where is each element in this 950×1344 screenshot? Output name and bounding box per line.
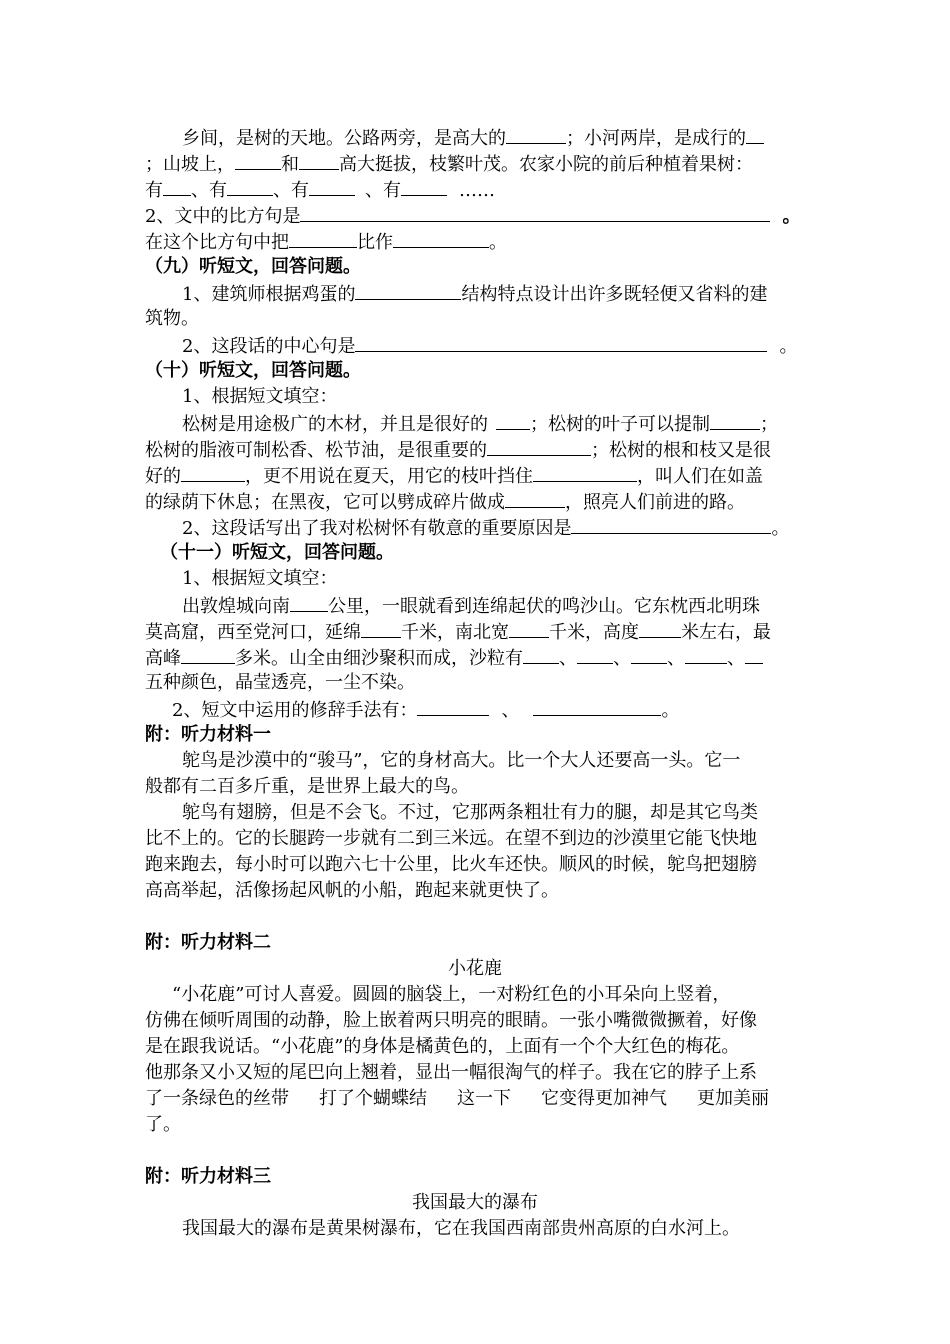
material-3-heading: 我国最大的瀑布 — [412, 1192, 538, 1213]
text: 。 — [661, 700, 680, 721]
text-line: 了。 — [145, 1114, 181, 1135]
text-line — [145, 229, 507, 255]
text: 这一下 — [457, 1088, 511, 1109]
text-line — [145, 463, 763, 489]
fill-blank — [299, 151, 339, 170]
fill-blank — [685, 645, 727, 664]
fill-blank — [355, 281, 461, 300]
text: 、 — [727, 648, 745, 669]
text: 打了个蝴蝶结 — [319, 1088, 427, 1109]
text-line: 仿佛在倾听周围的动静，脸上嵌着两只明亮的眼睛。一张小嘴微微撅着，好像 — [145, 1010, 757, 1031]
fill-blank — [227, 177, 273, 196]
fill-blank — [487, 437, 591, 456]
text-line — [145, 437, 771, 463]
text-line: 五种颜色，晶莹透亮，一尘不染。 — [145, 672, 415, 693]
text: 米左右，最 — [681, 622, 771, 643]
fill-blank — [393, 229, 489, 248]
fill-blank — [289, 229, 357, 248]
text: 、有 — [273, 180, 309, 201]
fill-blank — [533, 697, 661, 716]
fill-blank — [523, 645, 559, 664]
text-line: “小花鹿”可讨人喜爱。圆圆的脑袋上，一对粉红色的小耳朵向上竖着， — [172, 984, 731, 1005]
text: 2、这段话写出了我对松树怀有敬意的重要原因是 — [182, 518, 572, 539]
text: 。 — [779, 336, 798, 357]
text: ；山坡上， — [145, 154, 235, 175]
text: 它变得更加神气 — [541, 1088, 667, 1109]
fill-blank — [710, 411, 760, 430]
text: 千米，南北宽 — [401, 622, 509, 643]
material-3-title: 附：听力材料三 — [145, 1166, 271, 1187]
text-line — [145, 489, 745, 515]
material-2-heading: 小花鹿 — [448, 958, 502, 979]
fill-blank — [355, 333, 767, 352]
text-line: 我国最大的瀑布是黄果树瀑布，它在我国西南部贵州高原的白水河上。 — [182, 1218, 740, 1239]
text: 结构特点设计出许多既轻便又省料的建 — [461, 284, 768, 305]
text-line: 1、根据短文填空： — [182, 568, 338, 589]
text: 、有 — [191, 180, 227, 201]
text: 、 — [501, 700, 520, 721]
fill-blank — [181, 463, 245, 482]
section-11-title: （十一）听短文，回答问题。 — [160, 542, 394, 563]
text-line: 鸵鸟是沙漠中的“骏马”，它的身材高大。比一个大人还要高一头。它一 — [182, 750, 741, 771]
text-line: 鸵鸟有翅膀，但是不会飞。不过，它那两条粗壮有力的腿，却是其它鸟类 — [182, 802, 758, 823]
text: 莫高窟，西至党河口，延绵 — [145, 622, 361, 643]
text: 和 — [281, 154, 299, 175]
text-line — [145, 177, 495, 203]
text-line — [182, 411, 778, 437]
fill-blank — [577, 645, 613, 664]
text: 2、文中的比方句是 — [145, 206, 301, 227]
text: 高峰 — [145, 648, 181, 669]
text: ，叫人们在如盖 — [637, 466, 763, 487]
text: 公里，一眼就看到连绵起伏的鸣沙山。它东枕西北明珠 — [328, 596, 760, 617]
text: ；松树的根和枝又是很 — [591, 440, 771, 461]
fill-blank — [533, 463, 637, 482]
text: 高大挺拔，枝繁叶茂。农家小院的前后种植着果树： — [339, 154, 753, 175]
fill-blank — [417, 697, 489, 716]
text-line: 1、根据短文填空： — [182, 386, 338, 407]
text: 2、短文中运用的修辞手法有： — [172, 700, 418, 721]
text: 比作 — [357, 232, 393, 253]
text: ； — [760, 414, 778, 435]
text: 在这个比方句中把 — [145, 232, 289, 253]
text: 了一条绿色的丝带 — [145, 1088, 289, 1109]
text: ，照亮人们前进的路。 — [565, 492, 745, 513]
text: 的绿荫下休息；在黑夜，它可以劈成碎片做成 — [145, 492, 505, 513]
text: 更加美丽 — [697, 1088, 769, 1109]
text-line — [145, 1087, 769, 1111]
text: 乡间，是树的天地。公路两旁，是高大的 — [182, 128, 506, 149]
fill-blank — [631, 645, 667, 664]
text-line: 高高举起，活像扬起风帆的小船，跑起来就更快了。 — [145, 880, 559, 901]
text-line — [145, 645, 763, 671]
text: ；小河两岸，是成行的 — [566, 128, 746, 149]
text: 、 — [559, 648, 577, 669]
text: 。 — [771, 518, 790, 539]
text: 。 — [782, 206, 801, 227]
section-10-title: （十）听短文，回答问题。 — [145, 360, 361, 381]
text: 千米，高度 — [549, 622, 639, 643]
fill-blank — [401, 177, 447, 196]
fill-blank — [746, 125, 764, 144]
text-line — [145, 203, 800, 229]
text-line — [182, 125, 764, 151]
text: 出敦煌城向南 — [182, 596, 290, 617]
fill-blank — [290, 593, 328, 612]
text: ；松树的叶子可以提制 — [530, 414, 710, 435]
text-line: 比不上的。它的长腿跨一步就有二到三米远。在望不到边的沙漠里它能飞快地 — [145, 828, 757, 849]
fill-blank — [571, 515, 771, 534]
fill-blank — [181, 645, 235, 664]
text-line — [182, 593, 760, 619]
text-line: 他那条又小又短的尾巴向上翘着，显出一幅很淘气的样子。我在它的脖子上系 — [145, 1062, 757, 1083]
text-line: 筑物。 — [145, 308, 199, 329]
text: 、 — [613, 648, 631, 669]
fill-blank — [505, 489, 565, 508]
text-line — [182, 515, 789, 541]
text: 多米。山全由细沙聚积而成，沙粒有 — [235, 648, 523, 669]
text: 好的 — [145, 466, 181, 487]
fill-blank — [639, 619, 681, 638]
fill-blank — [745, 645, 763, 664]
fill-blank — [496, 411, 530, 430]
fill-blank — [509, 619, 549, 638]
fill-blank — [309, 177, 355, 196]
text: 、 — [667, 648, 685, 669]
text: …… — [459, 180, 495, 201]
text-line: 般都有二百多斤重，是世界上最大的鸟。 — [145, 776, 469, 797]
text: 松树的脂液可制松香、松节油，是很重要的 — [145, 440, 487, 461]
text: 1、建筑师根据鸡蛋的 — [182, 284, 356, 305]
text-line: 跑来跑去，每小时可以跑六七十公里，比火车还快。顺风的时候，鸵鸟把翅膀 — [145, 854, 757, 875]
section-9-title: （九）听短文，回答问题。 — [145, 256, 361, 277]
text: 2、这段话的中心句是 — [182, 336, 356, 357]
text: ，更不用说在夏天，用它的枝叶挡住 — [245, 466, 533, 487]
material-1-title: 附：听力材料一 — [145, 724, 271, 745]
text-line — [145, 151, 753, 177]
fill-blank — [235, 151, 281, 170]
text: 松树是用途极广的木材，并且是很好的 — [182, 414, 488, 435]
text: 。 — [489, 232, 507, 253]
fill-blank — [361, 619, 401, 638]
text-line — [182, 281, 767, 307]
material-2-title: 附：听力材料二 — [145, 932, 271, 953]
text-line — [145, 619, 771, 645]
text-line — [172, 697, 679, 723]
fill-blank — [506, 125, 566, 144]
fill-blank — [163, 177, 191, 196]
text-line: 是在跟我说话。“小花鹿”的身体是橘黄色的，上面有一个个大红色的梅花。 — [145, 1036, 740, 1057]
text: 有 — [145, 180, 163, 201]
text: 、有 — [365, 180, 401, 201]
fill-blank — [300, 203, 770, 222]
text-line — [182, 333, 797, 359]
